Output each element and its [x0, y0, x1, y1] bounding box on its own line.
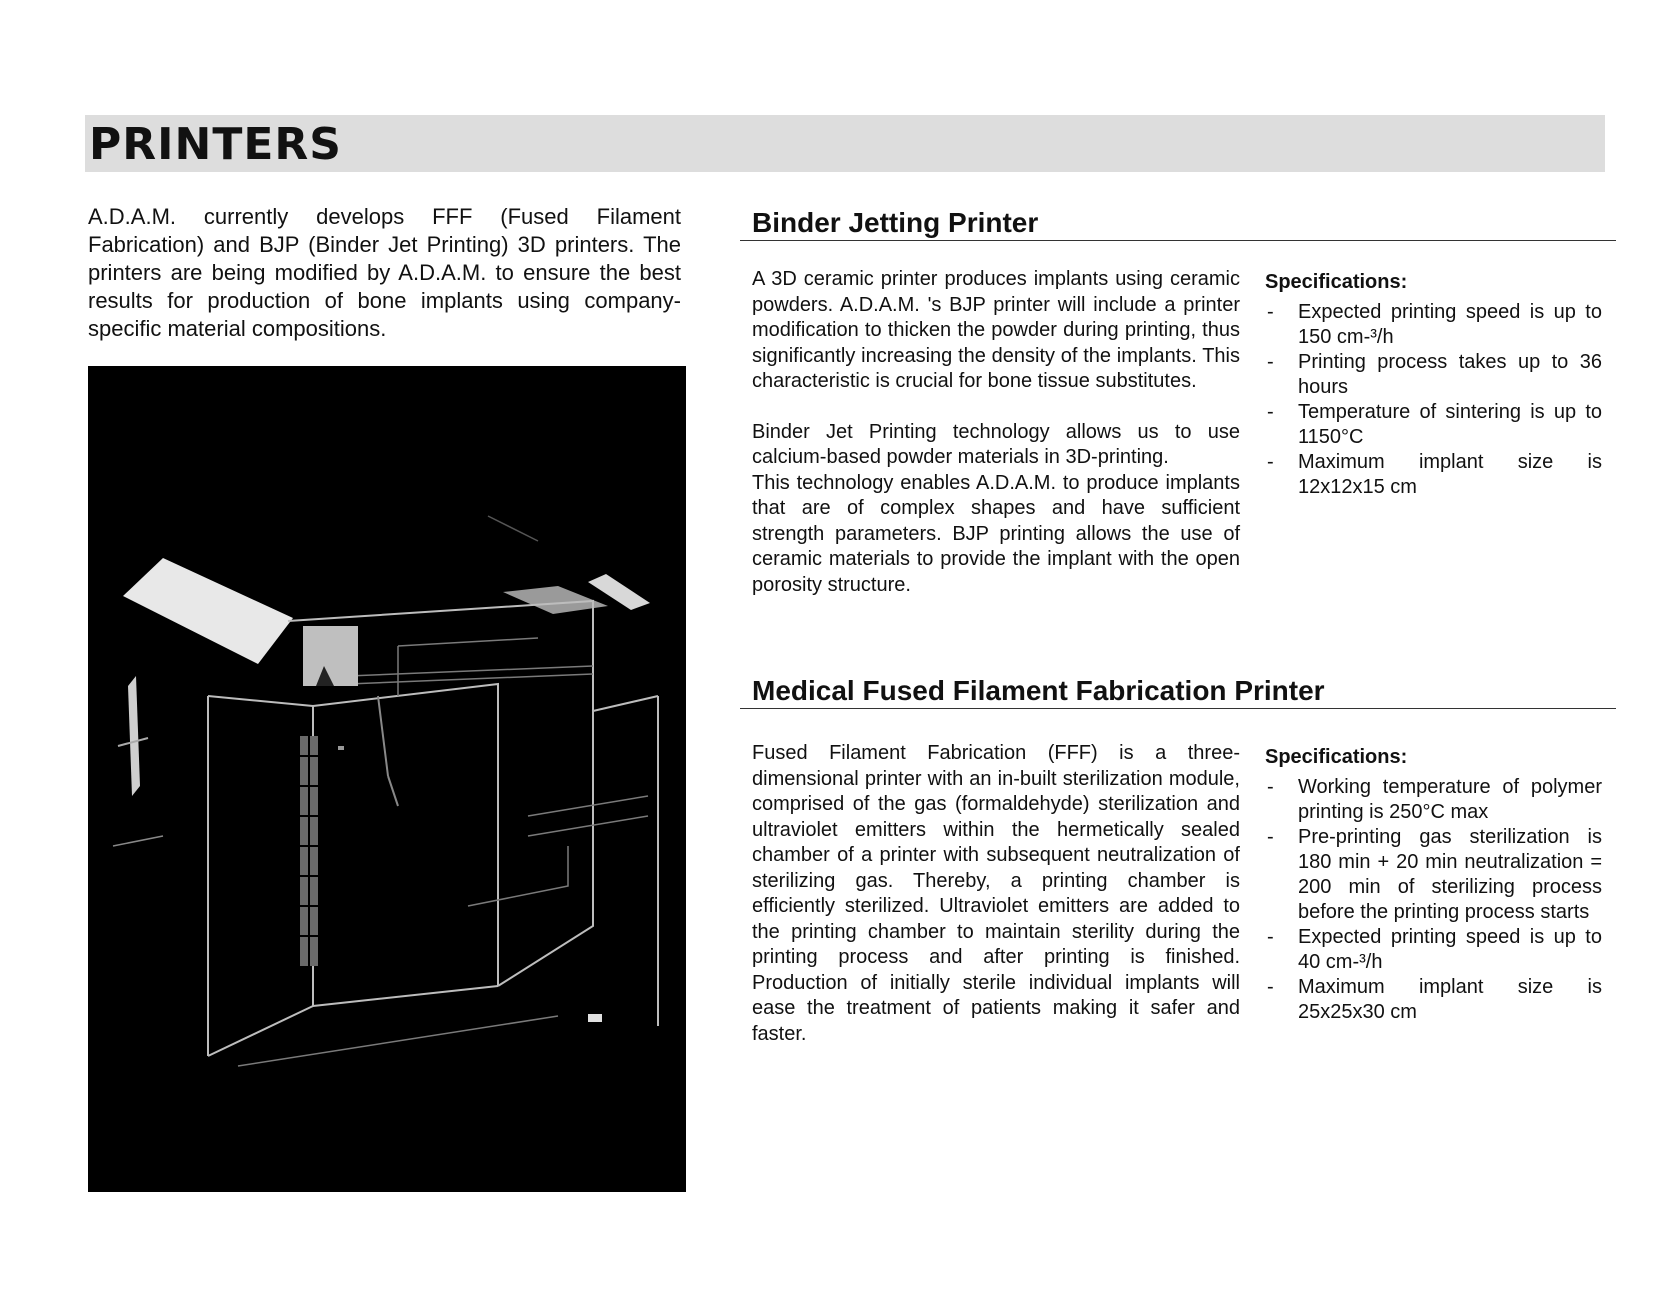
binder-section-heading — [740, 208, 1616, 241]
page-title: PRINTERS — [89, 119, 342, 170]
fff-paragraph: Fused Filament Fabrication (FFF) is a three-dimensional printer with an in-built sterilization module, comprised of the gas (formaldehyde) sterilization and ultraviolet emitters within the hermetically sealed chamber of a printer with subsequent neutralization of sterilizing gas. Thereby, a printing chamber is efficiently sterilized. Ultraviolet emitters are added to the printing chamber to maintain sterility during the printing process and after printing is finished. Production of initially sterile individual implants will ease the treatment of patients making it safer and faster. — [752, 742, 1240, 1045]
spec-item: - Maximum implant size is 25x25x30 cm — [1267, 976, 1602, 1023]
binder-body — [752, 267, 1240, 598]
printer-render-image — [88, 366, 686, 1192]
list-dash: - — [1267, 301, 1274, 323]
binder-spec-title: Specifications: — [1265, 271, 1408, 293]
list-dash: - — [1267, 451, 1274, 473]
binder-specifications — [1265, 270, 1602, 500]
printer-render-illustration — [88, 366, 686, 1192]
binder-heading: Binder Jetting Printer — [752, 207, 1039, 238]
list-dash: - — [1267, 826, 1274, 848]
list-dash: - — [1267, 776, 1274, 798]
spec-item: - Working temperature of polymer printing is 250°C max — [1267, 776, 1602, 823]
intro-paragraph: A.D.A.M. currently develops FFF (Fused Filament Fabrication) and BJP (Binder Jet Printing) 3D printers. The printers are being modified by A.D.A.M. to ensure the best results for production of bone implants using company-specific material compositions. — [88, 204, 681, 341]
spec-item: - Maximum implant size is 12x12x15 cm — [1267, 451, 1602, 498]
binder-paragraph-2: Binder Jet Printing technology allows us to use calcium-based powder materials in 3D-printing. — [752, 420, 1240, 468]
fff-spec-title: Specifications: — [1265, 746, 1408, 768]
spec-item: - Printing process takes up to 36 hours — [1267, 351, 1602, 398]
fff-body — [752, 741, 1240, 1047]
list-dash: - — [1267, 926, 1274, 948]
binder-paragraph-1: A 3D ceramic printer produces implants using ceramic powders. A.D.A.M. 's BJP printer will include a printer modification to thicken the powder during printing, thus significantly increasing the density of the implants. This characteristic is crucial for bone tissue substitutes. — [752, 268, 1240, 392]
spec-item: - Temperature of sintering is up to 1150°C — [1267, 401, 1602, 448]
spec-item: - Expected printing speed is up to 40 cm-³/h — [1267, 926, 1602, 973]
binder-paragraph-3: This technology enables A.D.A.M. to produce implants that are of complex shapes and have sufficient strength parameters. BJP printing allows the use of ceramic materials to provide the implant with the open porosity structure. — [752, 471, 1240, 596]
title-band — [85, 115, 1605, 172]
spec-item: - Pre-printing gas sterilization is 180 min + 20 min neutralization = 200 min of sterilizing process before the printing process starts — [1267, 826, 1602, 923]
fff-spec-list — [1265, 775, 1602, 1025]
fff-heading: Medical Fused Filament Fabrication Printer — [752, 675, 1325, 706]
spec-item: - Expected printing speed is up to 150 cm-³/h — [1267, 301, 1602, 348]
list-dash: - — [1267, 351, 1274, 373]
list-dash: - — [1267, 401, 1274, 423]
fff-specifications — [1265, 745, 1602, 1025]
binder-spec-list — [1265, 300, 1602, 500]
fff-section-heading — [740, 676, 1616, 709]
list-dash: - — [1267, 976, 1274, 998]
